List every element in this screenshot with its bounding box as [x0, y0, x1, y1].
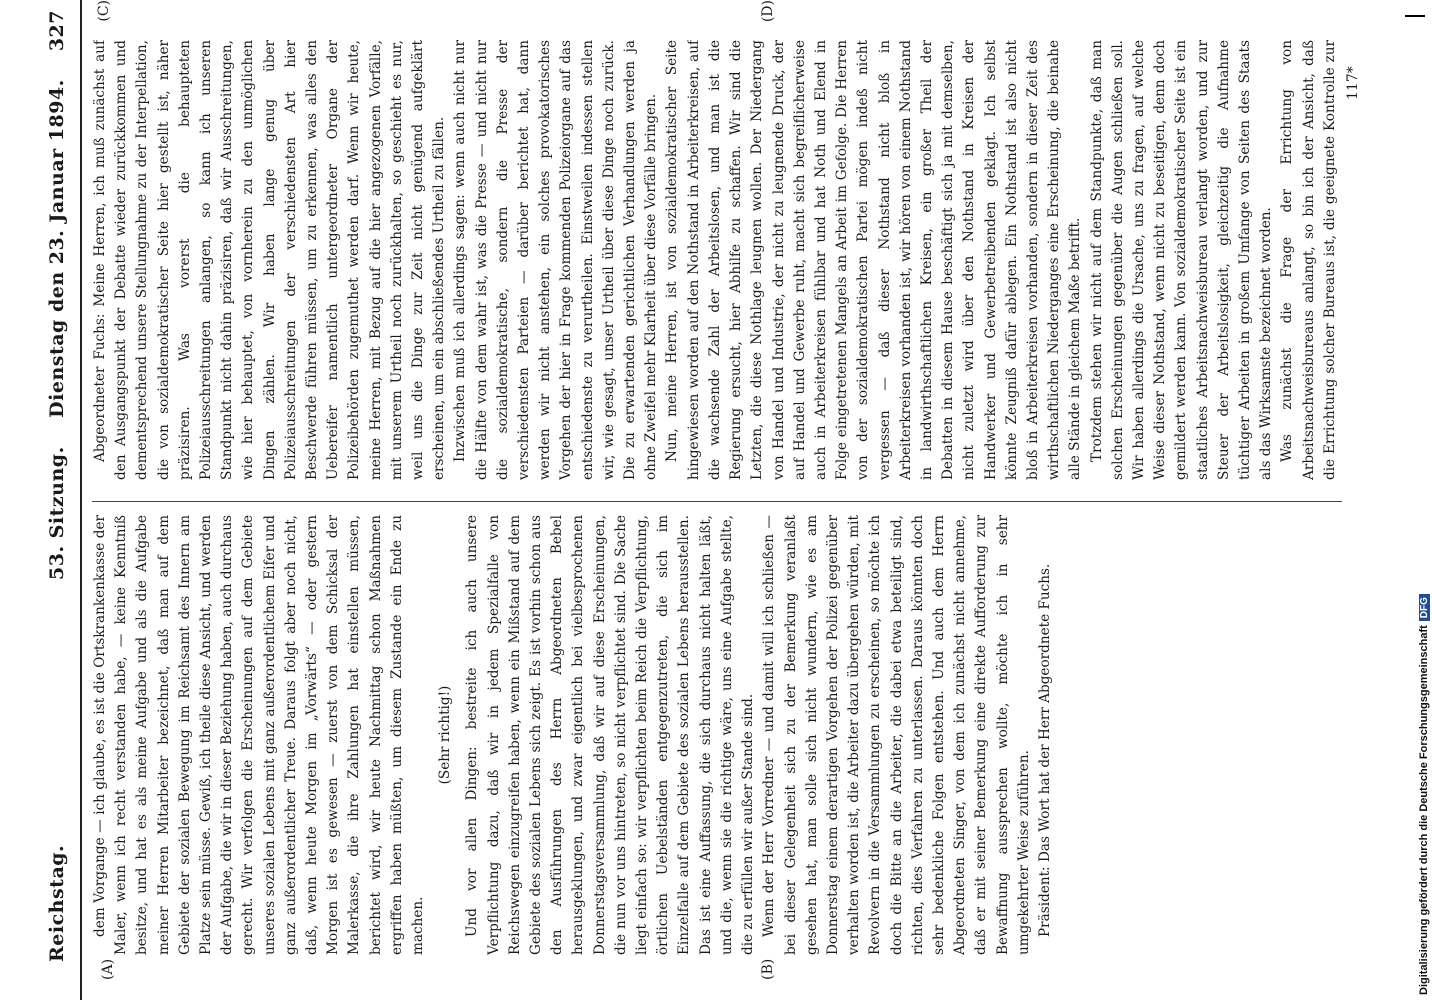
- page-header: [40, 0, 82, 1000]
- interjection: (Sehr richtig!): [437, 685, 454, 785]
- margin-marker-a: (A): [100, 958, 116, 980]
- paragraph: Was zunächst die Frage der Errichtung von Arbeitsnachweisbureaus anlangt, so bin ich der Ansicht, daß die Errichtung solcher Bureaus ist, die geeignete Kontrolle zur: [1279, 40, 1338, 480]
- margin-marker-d: (D): [760, 0, 776, 23]
- digitization-credit: [1418, 594, 1430, 995]
- margin-marker-b: (B): [760, 958, 776, 980]
- column-divider: [92, 501, 1342, 502]
- paragraph: dem Vorgange — ich glaube, es ist die Ortskrankenkasse der Maler, wenn ich recht verstanden habe, — keine Kenntniß besitze, und hat es als meine Aufgabe und als die Aufgabe meiner Herren Mitarbeiter bezeichnet, daß man auf dem Gebiete der sozialen Bewegung im Reichsamt des Innern am Platze sein müsse. Gewiß, ich theile diese Ansicht, und werden der Aufgabe, die wir in dieser Beziehung haben, auch durchaus gerecht. Wir verfolgen die Erscheinungen auf dem Gebiete unseres sozialen Lebens mit ganz außerordentlichem Eifer und ganz außerordentlicher Treue. Daraus folgt aber noch nicht, daß, wenn heute Morgen im „Vorwärts“ — oder gestern Morgen ist es gewesen — zuerst von dem Schicksal der Malerkasse, die ihre Zahlungen hat einstellen müssen, berichtet wird, wir heute Nachmittag schon Maßnahmen ergriffen haben müßten, um diesem Zustande ein Ende zu machen.: [92, 515, 427, 955]
- president-remark: Präsident: Das Wort hat der Herr Abgeordnete Fuchs.: [1036, 563, 1053, 937]
- paragraph: Inzwischen muß ich allerdings sagen: wenn auch nicht nur die Hälfte von dem wahr ist, was die Presse — und nicht nur die sozialdemokratische, sondern die Presse der verschiedensten Parteien — darüber berichtet hat, dann werden wir nicht anstehen, ein solches provokatorisches Vorgehen der hier in Frage kommenden Polizeiorgane auf das entschiedenste zu verurtheilen. Einstweilen indessen stellen wir, wie gesagt, unser Urtheil über diese Dinge noch zurück. Die zu erwartenden gerichtlichen Verhandlungen werden ja ohne Zweifel mehr Klarheit über diese Vorfälle bringen.: [452, 40, 660, 480]
- header-session-date: 53. Sitzung. Dienstag den 23. Januar 1894.: [46, 79, 68, 580]
- credit-text: Digitalisierung gefördert durch die Deutsche Forschungsgemeinschaft: [1418, 625, 1430, 995]
- paragraph: Trotzdem stehen wir nicht auf dem Standpunkte, daß man solchen Erscheinungen gegenüber die Augen schließen soll. Wir haben allerdings die Ursache, uns zu fragen, auf welche Weise dieser Nothstand, wenn nicht zu beseitigen, denn doch gemildert werden kann. Von sozialdemokratischer Seite ist ein staatliches Arbeitsnachweisbureau verlangt worden, und zur Steuer der Arbeitslosigkeit, gleichzeitig die Aufnahme tüchtiger Arbeiten in großem Umfange von Seiten des Staats als das Wirksamste bezeichnet worden.: [1088, 40, 1275, 480]
- paragraph: Abgeordneter Fuchs: Meine Herren, ich muß zunächst auf den Ausgangspunkt der Debatte wieder zurückkommen und dementsprechend unsere Stellungnahme zu der Interpellation, die von sozialdemokratischer Seite hier gestellt ist, näher präzisiren. Was vorerst die behaupteten Polizeiausschreitungen anlangen, so kann ich unseren Standpunkt nicht dahin präzisiren, daß wir Ausschreitungen, wie hier behauptet, von vornherein zu den unmöglichen Dingen zählen. Wir haben lange genug über Polizeiausschreitungen der verschiedensten Art hier Beschwerde führen müssen, um zu erkennen, was alles den Uebereifer namentlich untergeordneter Organe der Polizeibehörden zugemuthet werden darf. Wenn wir heute, meine Herren, mit Bezug auf die hier angezogenen Vorfälle, mit unserem Urtheil noch zurückhalten, so geschieht es nur, weil uns die Dinge zur Zeit nicht genügend aufgeklärt erscheinen, um ein abschließendes Urtheil zu fällen.: [92, 40, 448, 480]
- left-text-column: [90, 515, 1340, 955]
- paragraph: Und vor allen Dingen: bestreite ich auch unsere Verpflichtung dazu, daß wir in jedem Spezialfalle von Reichswegen einzugreifen haben, wenn ein Mißstand auf dem Gebiete des sozialen Lebens sich zeigt. Es ist vorhin schon aus den Ausführungen des Herrn Abgeordneten Bebel herausgeklungen, und zwar eigentlich bei vielbesprochenen Donnerstagsversammlung, daß wir auf diese Erscheinungen, die nun vor uns hintreten, so nicht verpflichtet sind. Die Sache liegt einfach so: wir verpflichten beim Reich die Verpflichtung, örtlichen Uebelständen entgegenzutreten, die sich im Einzelfalle auf dem Gebiete des sozialen Lebens herausstellen. Das ist eine Auffassung, die sich durchaus nicht halten läßt, und die, wenn sie die richtige wäre, uns eine Aufgabe stellte, die zu erfüllen wir außer Stande sind.: [464, 515, 757, 955]
- right-text-column: [90, 40, 1340, 480]
- dfg-logo: DFG: [1419, 594, 1430, 621]
- page-number: 327: [46, 10, 68, 52]
- margin-marker-c: (C): [96, 0, 112, 22]
- paragraph: Nun, meine Herren, ist von sozialdemokratischer Seite hingewiesen worden auf den Nothstand in Arbeiterkreisen, auf die wachsende Zahl der Arbeitslosen, und man ist die Regierung ersucht, hier Abhilfe zu schaffen. Wir sind die Letzten, die diese Nothlage leugnen wollen. Der Niedergang von Handel und Industrie, der nicht zu leugnende Druck, der auf Handel und Gewerbe ruht, macht sich begreiflicherweise auch in Arbeiterkreisen fühlbar und hat Noth und Elend in Folge eingetretenen Mangels an Arbeit im Gefolge. Die Herren von der sozialdemokratischen Partei mögen indeß nicht vergessen — daß dieser Nothstand nicht bloß in Arbeiterkreisen vorhanden ist, wir hören von einem Nothstand in landwirthschaftlichen Kreisen, ein großer Theil der Debatten in diesem Hause beschäftigt sich ja mit demselben, nicht zuletzt wird über den Nothstand in Kreisen der Handwerker und Gewerbetreibenden geklagt. Ich selbst könnte Zeugniß dafür ablegen. Ein Nothstand ist also nicht bloß in Arbeiterkreisen vorhanden, sondern in dieser Zeit des wirthschaftlichen Niederganges eine Erscheinung, die beinahe alle Stände in gleichem Maße betrifft.: [664, 40, 1084, 480]
- signature-number: 117*: [1345, 66, 1361, 100]
- header-left-title: Reichstag.: [46, 844, 68, 962]
- paragraph: Wenn der Herr Vorredner — und damit will ich schließen — bei dieser Gelegenheit sich zu der Bemerkung veranlaßt gesehen hat, man solle sich nicht wundern, wie es am Donnerstag einem derartigen Vorgehen der Polizei gegenüber verhalten worden ist, die Arbeiter dazu übergehen würden, mit Revolvern in die Versammlungen zu erscheinen, so möchte ich doch die Bitte an die Arbeiter, die dabei etwa beteiligt sind, richten, dies Verfahren zu unterlassen. Daraus könnten doch sehr bedenkliche Folgen entstehen. Und auch dem Herrn Abgeordneten Singer, von dem ich zunächst nicht annehme, daß er mit seiner Bemerkung eine direkte Aufforderung zur Bewaffnung aussprechen wollte, möchte ich in sehr umgekehrter Weise zuführen.: [761, 515, 1032, 955]
